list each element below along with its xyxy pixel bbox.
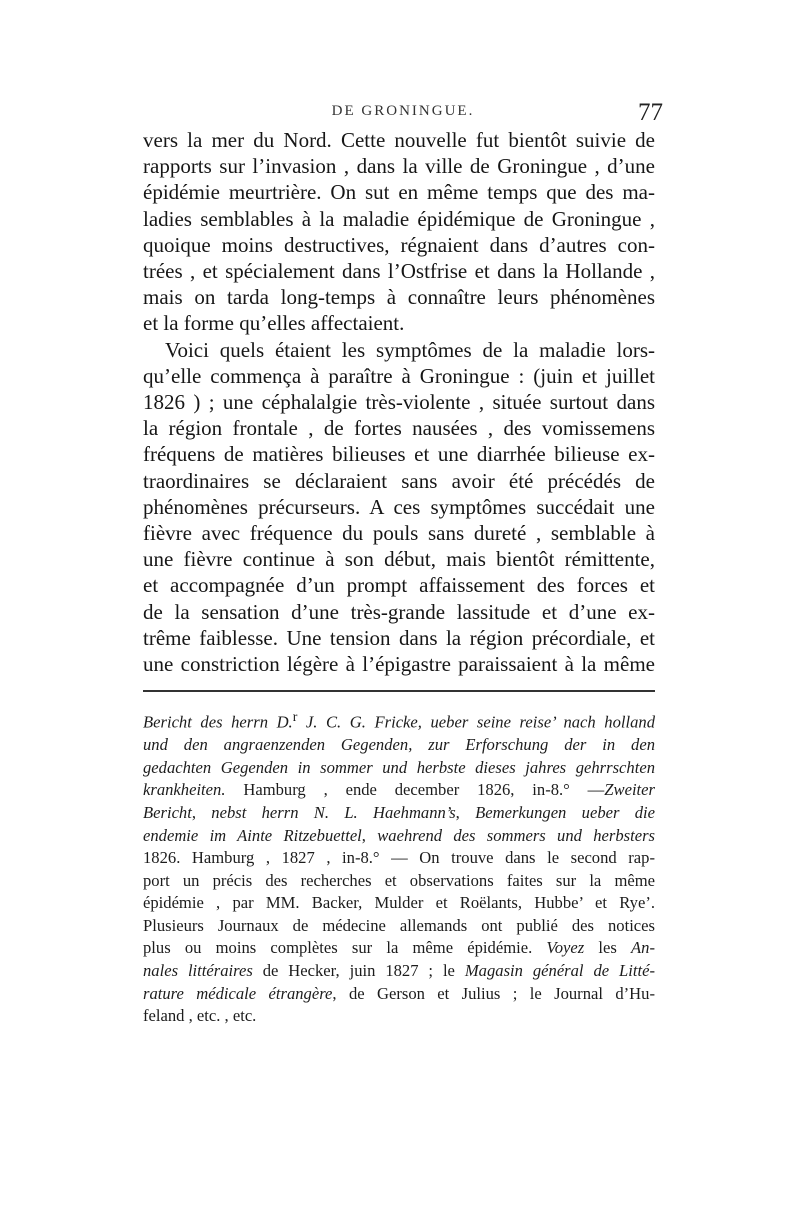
footnote-line: Plusieurs Journaux de médecine allemands ont publié des notices [143,915,655,935]
footnote-superscript: r [292,709,298,724]
text-line: trême faiblesse. Une tension dans la région précordiale, et [143,625,655,650]
text-line: quoique moins destructives, régnaient dans d’autres con- [143,232,655,257]
footnote-italic: J. C. G. Fricke, ueber seine reise’ nach holland [297,712,655,732]
footnote-line: port un précis des recherches et observations faites sur la même [143,870,655,890]
text-line: phénomènes précurseurs. A ces symptômes succédait une [143,494,655,519]
footnote-italic: Bemerkungen ueber die [475,802,656,822]
paragraph-2 [143,337,655,678]
footnote-line: gedachten Gegenden in sommer und herbste dieses jahres gehrrschten [143,757,655,777]
footnote-italic: Zweiter [604,780,655,800]
footnote-italic: waehrend des sommers und herbsters [377,825,655,845]
footnote-roman: de Hecker, juin 1827 ; le [252,961,465,981]
footnote-italic: Voyez [546,938,585,958]
text-line: épidémie meurtrière. On sut en même temps que des ma- [143,180,655,205]
text-line: qu’elle commença à paraître à Groningue : (juin et juillet [143,363,655,388]
footnote-line [143,983,655,1006]
footnote-italic: krankheiten. [143,780,226,800]
text-line: une fièvre continue à son début, mais bientôt rémittente, [143,547,655,572]
footnote-roman: , [361,825,378,845]
body-text [143,127,655,677]
text-line: vers la mer du Nord. Cette nouvelle fut bientôt suivie de [143,128,655,152]
footnote-italic: rature médicale étrangère [143,983,333,1003]
footnote-roman: Hamburg , ende december 1826, in-8.° — [225,780,605,800]
footnote-italic: nales littéraires [143,961,253,981]
text-line: ladies semblables à la maladie épidémique de Groningue , [143,206,655,231]
text-line: fièvre avec fréquence du pouls sans dureté , semblable à [143,521,655,546]
text-line: Voici quels étaient les symptômes de la maladie lors- [165,337,655,362]
footnote-line [143,960,655,983]
footnote [143,706,655,1028]
footnote-roman: les [584,938,632,958]
text-line: rapports sur l’invasion , dans la ville de Groningue , d’une [143,154,655,179]
text-line: 1826 ) ; une céphalalgie très-violente , située surtout dans [143,390,655,415]
footnote-line [143,802,655,825]
footnote-line [143,779,655,802]
footnote-italic: Bericht des herrn D. [143,712,293,732]
footnote-divider [143,690,655,692]
text-line: la région frontale , de fortes nausées , des vomissemens [143,416,655,441]
footnote-roman: plus ou moins complètes sur la même épidémie. [143,938,547,958]
text-line: traordinaires se déclaraient sans avoir été précédés de [143,468,655,493]
footnote-italic: nebst herrn N. L. Haehmann’s [211,802,456,822]
paragraph-1 [143,127,655,337]
footnote-italic: Magasin général de Litté- [464,961,655,981]
text-line: une constriction légère à l’épigastre paraissaient à la même [143,652,655,677]
footnote-italic: An- [631,938,655,958]
footnote-line: feland , etc. , etc. [143,1006,257,1026]
text-line: et la forme qu’elles affectaient. [143,311,405,336]
text-line: trées , et spécialement dans l’Ostfrise et dans la Hollande , [143,259,655,284]
footnote-roman: , [455,802,476,822]
running-head [143,99,663,129]
footnote-italic: Bericht [143,802,192,822]
footnote-line [143,706,655,734]
footnote-roman: , [191,802,212,822]
footnote-line [143,825,655,848]
text-line: fréquens de matières bilieuses et une diarrhée bilieuse ex- [143,442,655,467]
text-line: et accompagnée d’un prompt affaissement des forces et [143,573,655,598]
text-line: de la sensation d’une très-grande lassitude et d’une ex- [143,599,655,624]
footnote-italic: endemie im Ainte Ritzebuettel [143,825,362,845]
footnote-roman: , de Gerson et Julius ; le Journal d’Hu- [332,983,655,1003]
page-number: 77 [638,99,663,126]
footnote-line: épidémie , par MM. Backer, Mulder et Roëlants, Hubbe’ et Rye’. [143,893,655,913]
footnote-line [143,937,655,960]
footnote-line: und den angraenzenden Gegenden, zur Erforschung der in den [143,735,655,755]
footnote-line: 1826. Hamburg , 1827 , in-8.° — On trouve dans le second rap- [143,848,655,868]
text-line: mais on tarda long-temps à connaître leurs phénomènes [143,285,655,310]
running-title: DE GRONINGUE. [331,103,475,119]
